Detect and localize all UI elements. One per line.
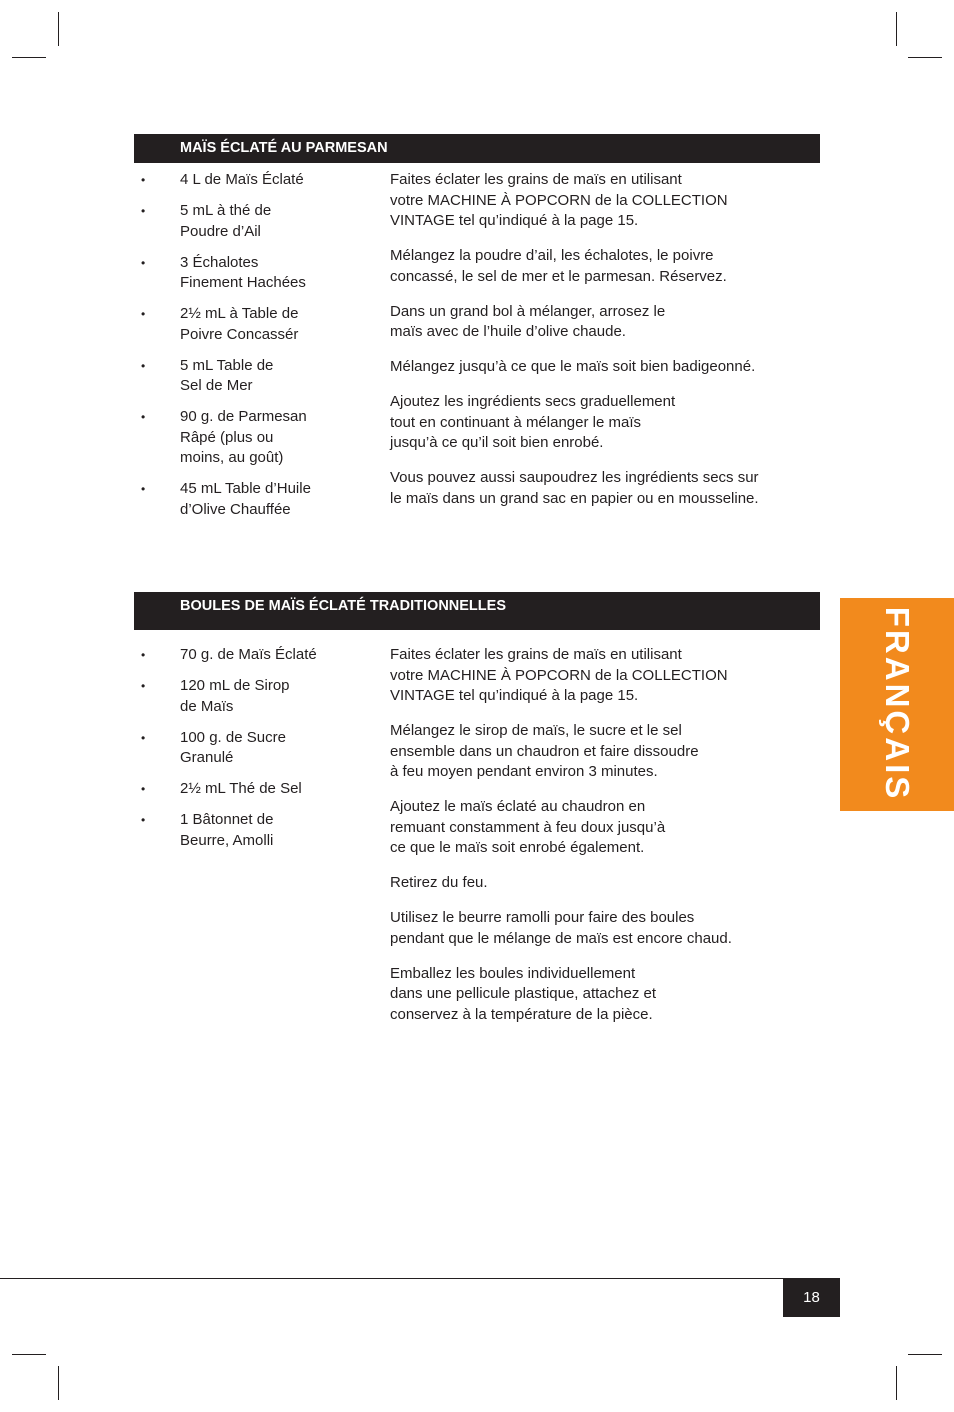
ingredient-item: • 3 Échalotes Finement Hachées	[140, 253, 340, 294]
crop-mark	[12, 1354, 46, 1355]
instruction-step: Faites éclater les grains de maïs en utilisant votre MACHINE À POPCORN de la COLLECTION VINTAGE tel qu’indiqué à la page 15.	[390, 646, 728, 704]
instruction-step: Mélangez la poudre d’ail, les échalotes, le poivre concassé, le sel de mer et le parmesan. Réservez.	[390, 247, 727, 285]
instruction-step: Emballez les boules individuellement dans une pellicule plastique, attachez et conservez à la température de la pièce.	[390, 964, 657, 1023]
crop-mark	[58, 1366, 59, 1400]
ingredient-item: • 2½ mL Thé de Sel	[140, 779, 340, 800]
footer-rule	[0, 1278, 840, 1279]
instruction-step: Mélangez le sirop de maïs, le sucre et le sel ensemble dans un chaudron et faire dissoudre à feu moyen pendant environ 3 minutes.	[390, 722, 699, 780]
crop-mark	[896, 1366, 897, 1400]
ingredient-item: • 70 g. de Maïs Éclaté	[140, 645, 340, 666]
instruction-step: Utilisez le beurre ramolli pour faire des boules pendant que le mélange de maïs est encore chaud.	[390, 909, 732, 947]
ingredient-item: • 4 L de Maïs Éclaté	[140, 170, 340, 191]
instruction-step: Faites éclater les grains de maïs en utilisant votre MACHINE À POPCORN de la COLLECTION VINTAGE tel qu’indiqué à la page 15.	[390, 171, 728, 229]
page-number: 18	[783, 1278, 840, 1317]
ingredient-item: • 5 mL Table de Sel de Mer	[140, 356, 340, 397]
ingredient-item: • 100 g. de Sucre Granulé	[140, 728, 340, 769]
crop-mark	[12, 57, 46, 58]
instruction-step: Ajoutez le maïs éclaté au chaudron en remuant constamment à feu doux jusqu’à ce que le maïs soit enrobé également.	[390, 798, 666, 856]
instruction-step: Vous pouvez aussi saupoudrez les ingrédients secs sur le maïs dans un grand sac en papier ou en mousseline.	[390, 469, 759, 507]
ingredient-item: • 45 mL Table d’Huile d’Olive Chauffée	[140, 479, 340, 520]
crop-mark	[58, 12, 59, 46]
recipe-title-bar	[134, 134, 820, 163]
recipe-title-bar	[134, 592, 820, 630]
recipe-title: MAÏS ÉCLATÉ AU PARMESAN	[180, 140, 388, 156]
ingredient-list	[140, 645, 340, 862]
instruction-step: Dans un grand bol à mélanger, arrosez le maïs avec de l’huile d’olive chaude.	[390, 302, 666, 340]
language-tab-label: FRANÇAIS	[879, 606, 916, 802]
instruction-step: Retirez du feu.	[390, 874, 488, 891]
instruction-steps	[390, 170, 810, 524]
crop-mark	[896, 12, 897, 46]
language-tab	[840, 598, 954, 811]
ingredient-item: • 2½ mL à Table de Poivre Concassér	[140, 304, 340, 345]
crop-mark	[908, 1354, 942, 1355]
instruction-step: Mélangez jusqu’à ce que le maïs soit bien badigeonné.	[390, 358, 756, 375]
ingredient-item: • 1 Bâtonnet de Beurre, Amolli	[140, 810, 340, 851]
ingredient-item: • 90 g. de Parmesan Râpé (plus ou moins, au goût)	[140, 407, 340, 469]
ingredient-item: • 120 mL de Sirop de Maïs	[140, 676, 340, 717]
ingredient-list	[140, 170, 340, 531]
recipe-title: BOULES DE MAÏS ÉCLATÉ TRADITIONNELLES	[180, 598, 506, 614]
crop-mark	[908, 57, 942, 58]
ingredient-item: • 5 mL à thé de Poudre d’Ail	[140, 201, 340, 242]
instruction-steps	[390, 645, 810, 1040]
instruction-step: Ajoutez les ingrédients secs graduellement tout en continuant à mélanger le maïs jusqu’à ce qu’il soit bien enrobé.	[390, 393, 676, 451]
